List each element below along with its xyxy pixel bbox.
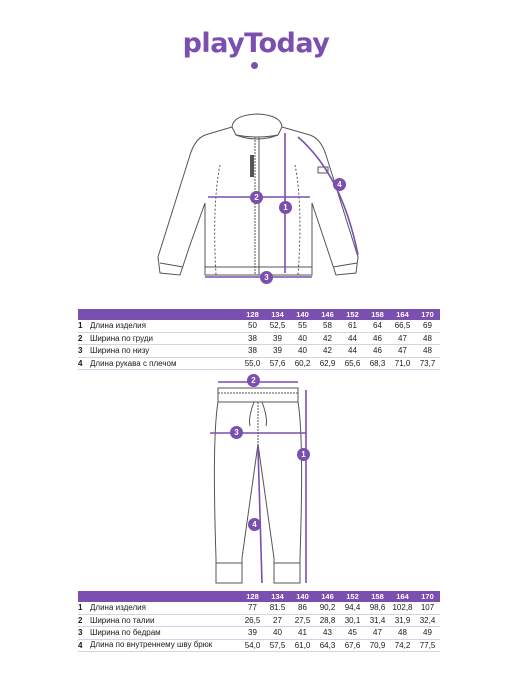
size-col: 164 (390, 309, 415, 320)
cell: 66,5 (390, 320, 415, 332)
cell: 38 (240, 345, 265, 358)
size-col: 158 (365, 309, 390, 320)
cell: 26,5 (240, 614, 265, 627)
row-number: 3 (78, 627, 90, 640)
cell: 71,0 (390, 357, 415, 370)
size-col: 134 (265, 309, 290, 320)
row-label: Ширина по груди (90, 332, 240, 345)
cell: 69 (415, 320, 440, 332)
marker-jacket-4: 4 (333, 178, 346, 191)
cell: 64 (365, 320, 390, 332)
size-col: 128 (240, 309, 265, 320)
cell: 58 (315, 320, 340, 332)
cell: 42 (315, 345, 340, 358)
cell: 61 (340, 320, 365, 332)
marker-pants-3: 3 (230, 426, 243, 439)
cell: 28,8 (315, 614, 340, 627)
cell: 77 (240, 602, 265, 614)
marker-pants-4: 4 (248, 518, 261, 531)
cell: 40 (290, 332, 315, 345)
size-col: 146 (315, 309, 340, 320)
cell: 31,4 (365, 614, 390, 627)
cell: 50 (240, 320, 265, 332)
row-number: 2 (78, 614, 90, 627)
size-col: 158 (365, 591, 390, 602)
table-row (78, 332, 440, 345)
cell: 39 (265, 345, 290, 358)
cell: 90,2 (315, 602, 340, 614)
cell: 55,0 (240, 357, 265, 370)
marker-pants-1: 1 (297, 448, 310, 461)
size-col: 152 (340, 309, 365, 320)
table-row (78, 614, 440, 627)
cell: 32,4 (415, 614, 440, 627)
cell: 31,9 (390, 614, 415, 627)
cell: 64,3 (315, 639, 340, 652)
row-number: 1 (78, 602, 90, 614)
cell: 55 (290, 320, 315, 332)
row-label: Ширина по бедрам (90, 627, 240, 640)
marker-jacket-1: 1 (279, 201, 292, 214)
table-row (78, 345, 440, 358)
cell: 67,6 (340, 639, 365, 652)
row-number: 2 (78, 332, 90, 345)
cell: 68,3 (365, 357, 390, 370)
cell: 39 (265, 332, 290, 345)
table-header-row (78, 591, 440, 602)
cell: 47 (390, 345, 415, 358)
size-col: 170 (415, 309, 440, 320)
row-label: Ширина по низу (90, 345, 240, 358)
row-label: Длина изделия (90, 602, 240, 614)
size-col: 140 (290, 309, 315, 320)
logo-dot (251, 62, 258, 69)
cell: 45 (340, 627, 365, 640)
cell: 44 (340, 332, 365, 345)
table-row (78, 602, 440, 614)
cell: 102,8 (390, 602, 415, 614)
cell: 40 (265, 627, 290, 640)
size-col: 140 (290, 591, 315, 602)
cell: 62,9 (315, 357, 340, 370)
cell: 81.5 (265, 602, 290, 614)
cell: 47 (390, 332, 415, 345)
table-row (78, 357, 440, 370)
cell: 41 (290, 627, 315, 640)
cell: 57,6 (265, 357, 290, 370)
row-label: Длина по внутреннему шву брюк (90, 639, 240, 652)
cell: 49 (415, 627, 440, 640)
table-row (78, 627, 440, 640)
cell: 48 (415, 345, 440, 358)
brand-logo: playToday (182, 28, 330, 59)
table-row (78, 320, 440, 332)
row-label: Длина рукава с плечом (90, 357, 240, 370)
cell: 30,1 (340, 614, 365, 627)
cell: 48 (415, 332, 440, 345)
row-label: Ширина по талии (90, 614, 240, 627)
cell: 40 (290, 345, 315, 358)
cell: 70,9 (365, 639, 390, 652)
cell: 43 (315, 627, 340, 640)
size-col: 128 (240, 591, 265, 602)
cell: 65,6 (340, 357, 365, 370)
cell: 38 (240, 332, 265, 345)
cell: 52,5 (265, 320, 290, 332)
cell: 27 (265, 614, 290, 627)
size-col: 152 (340, 591, 365, 602)
table-row (78, 639, 440, 652)
size-col: 146 (315, 591, 340, 602)
cell: 61,0 (290, 639, 315, 652)
row-number: 4 (78, 357, 90, 370)
cell: 39 (240, 627, 265, 640)
size-col: 164 (390, 591, 415, 602)
cell: 77,5 (415, 639, 440, 652)
cell: 74,2 (390, 639, 415, 652)
cell: 42 (315, 332, 340, 345)
cell: 44 (340, 345, 365, 358)
pants-drawing (200, 378, 320, 590)
row-number: 1 (78, 320, 90, 332)
marker-jacket-3: 3 (260, 271, 273, 284)
marker-jacket-2: 2 (250, 191, 263, 204)
sleeve-length-line (298, 137, 358, 255)
jacket-size-table (78, 309, 440, 370)
cell: 48 (390, 627, 415, 640)
row-number: 3 (78, 345, 90, 358)
size-col: 134 (265, 591, 290, 602)
cell: 46 (365, 345, 390, 358)
cell: 107 (415, 602, 440, 614)
table-header-row (78, 309, 440, 320)
cell: 54,0 (240, 639, 265, 652)
size-col: 170 (415, 591, 440, 602)
pants-size-table (78, 591, 440, 652)
cell: 86 (290, 602, 315, 614)
cell: 98,6 (365, 602, 390, 614)
marker-pants-2: 2 (247, 374, 260, 387)
row-label: Длина изделия (90, 320, 240, 332)
cell: 46 (365, 332, 390, 345)
row-number: 4 (78, 639, 90, 652)
cell: 27,5 (290, 614, 315, 627)
cell: 60,2 (290, 357, 315, 370)
cell: 73,7 (415, 357, 440, 370)
cell: 57,5 (265, 639, 290, 652)
cell: 47 (365, 627, 390, 640)
cell: 94,4 (340, 602, 365, 614)
